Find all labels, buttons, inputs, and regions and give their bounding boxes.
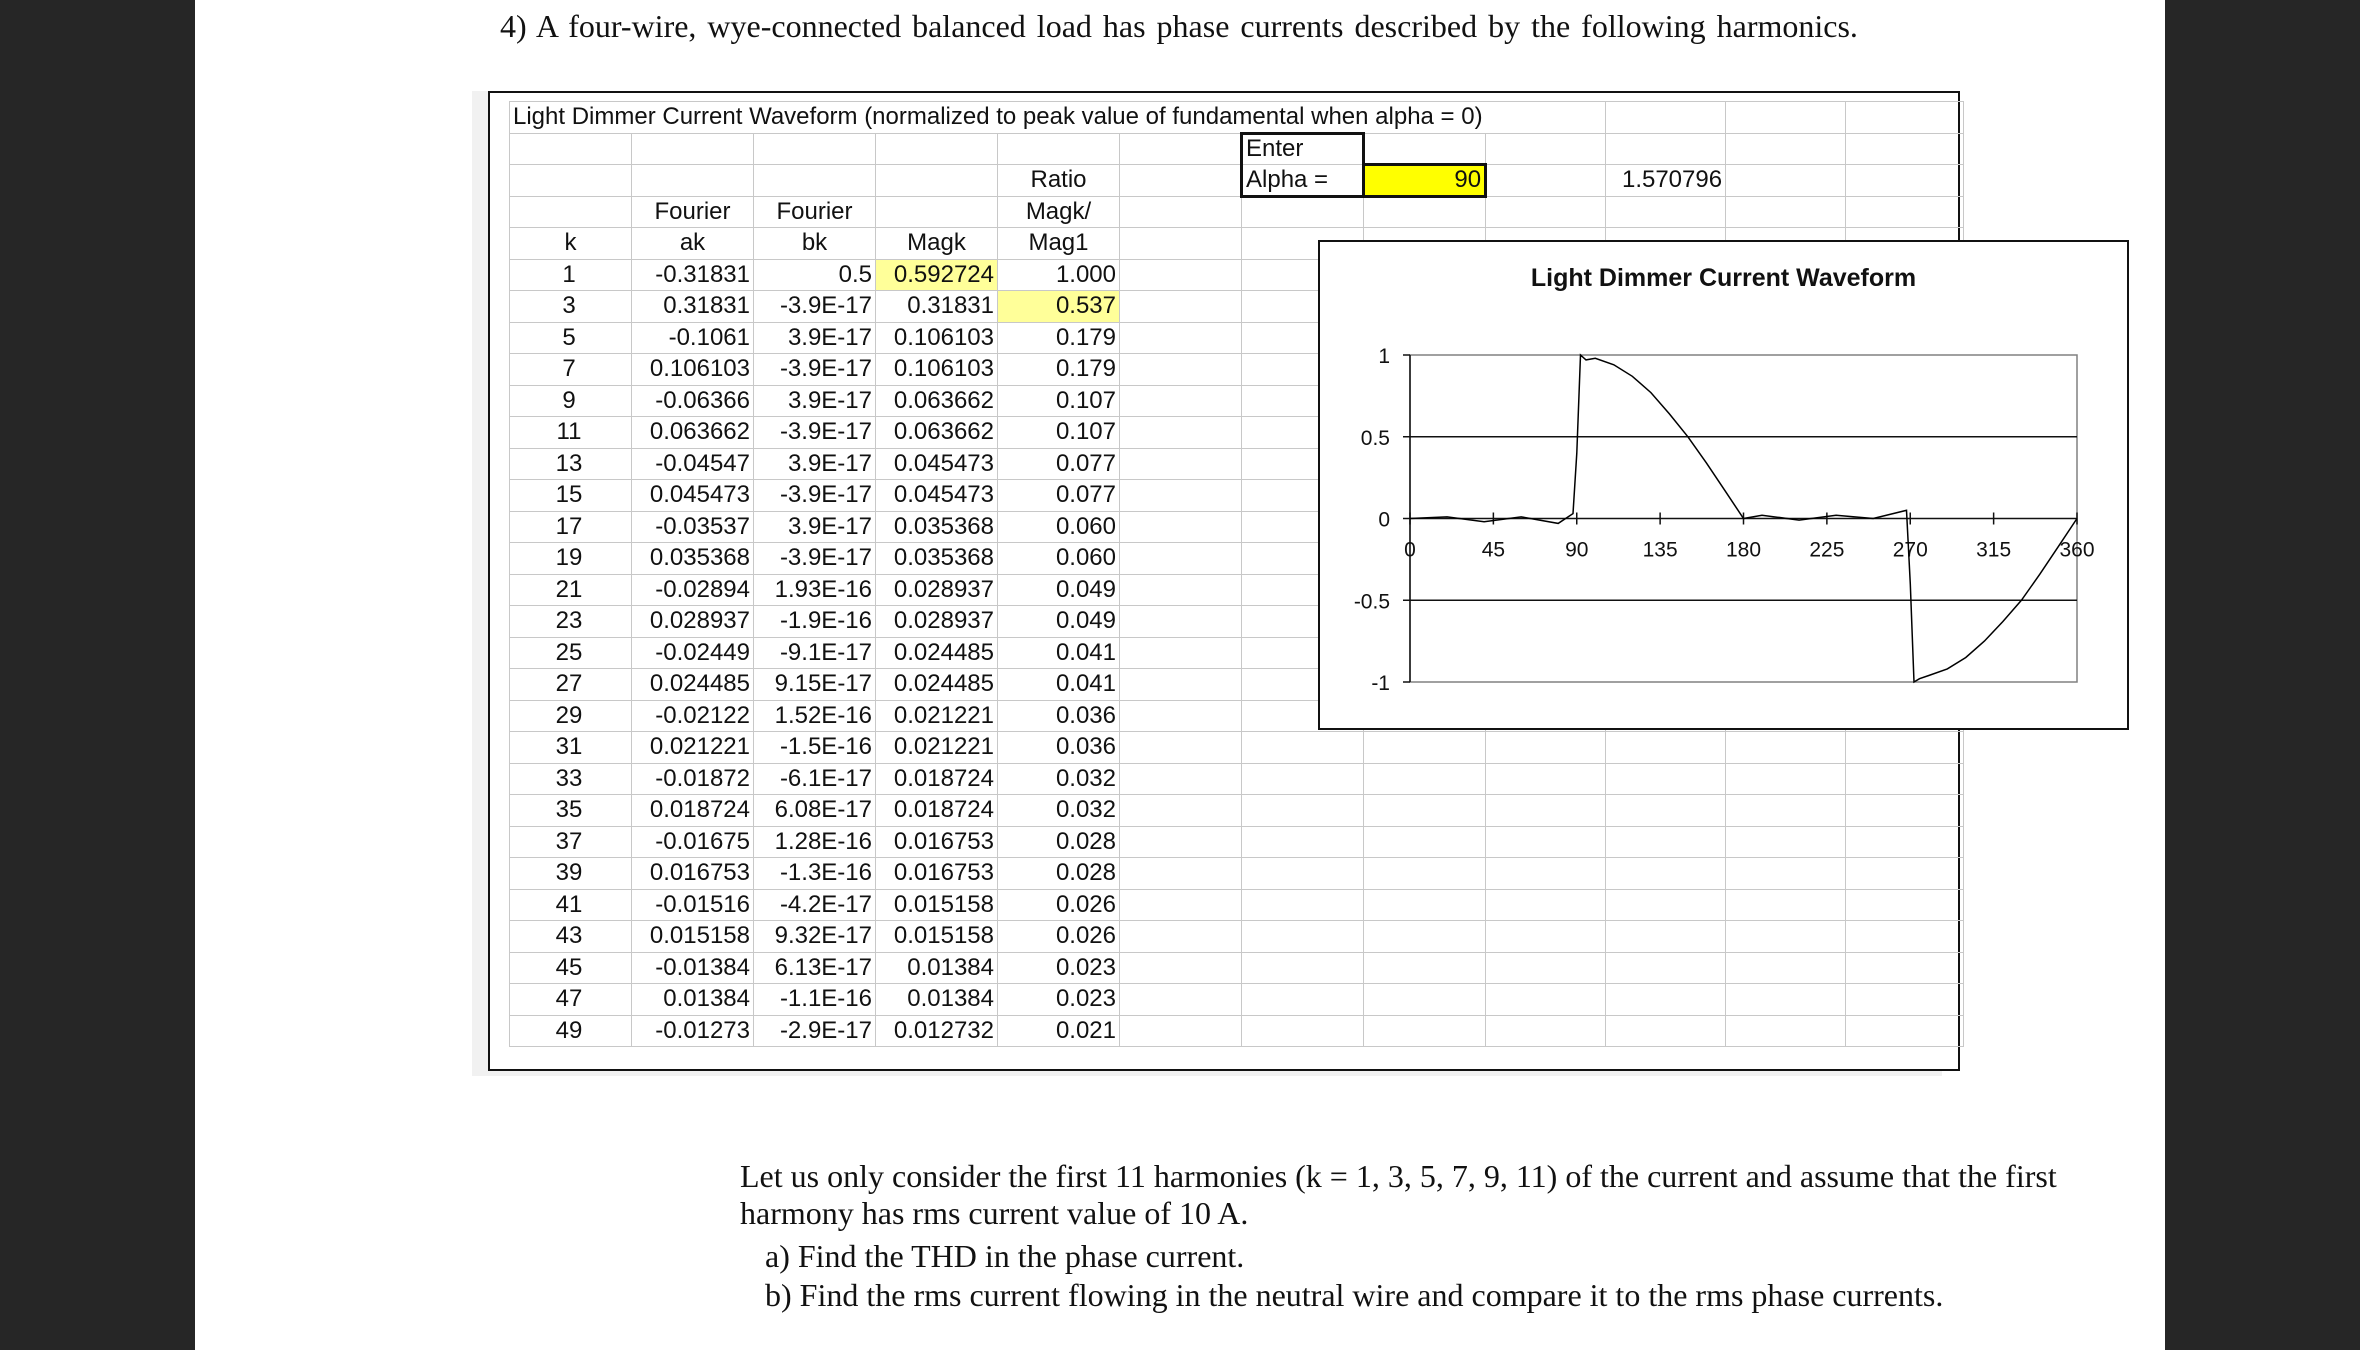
cell-ak: -0.01384: [632, 952, 754, 984]
cell-bk: 9.15E-17: [754, 669, 876, 701]
empty-cell: [1120, 795, 1242, 827]
cell-k: 9: [510, 385, 632, 417]
header-ak-1: Fourier: [632, 196, 754, 228]
cell-mag: 0.024485: [876, 637, 998, 669]
empty-cell: [1606, 858, 1726, 890]
alpha-input[interactable]: 90: [1364, 165, 1486, 197]
cell-k: 45: [510, 952, 632, 984]
cell-mag: 0.021221: [876, 732, 998, 764]
cell-mag: 0.035368: [876, 511, 998, 543]
empty-cell: [1242, 732, 1364, 764]
empty-cell: [1242, 1015, 1364, 1047]
cell-ak: -0.1061: [632, 322, 754, 354]
cell-bk: -3.9E-17: [754, 417, 876, 449]
cell-ak: -0.02122: [632, 700, 754, 732]
empty-cell: [1606, 826, 1726, 858]
table-row: [510, 921, 1964, 953]
empty-cell: [1606, 952, 1726, 984]
cell-mag: 0.106103: [876, 322, 998, 354]
cell-ak: -0.01872: [632, 763, 754, 795]
cell-ratio: 0.036: [998, 732, 1120, 764]
cell-k: 13: [510, 448, 632, 480]
cell-bk: 6.13E-17: [754, 952, 876, 984]
cell-k: 47: [510, 984, 632, 1016]
empty-cell: [1120, 700, 1242, 732]
cell-ratio: 0.041: [998, 669, 1120, 701]
cell-mag: 0.015158: [876, 889, 998, 921]
empty-cell: [1846, 921, 1964, 953]
header-bk-1: Fourier: [754, 196, 876, 228]
cell-mag: 0.018724: [876, 763, 998, 795]
empty-cell: [1364, 732, 1486, 764]
cell-ratio: 0.032: [998, 763, 1120, 795]
question-a: a) Find the THD in the phase current.: [765, 1238, 1245, 1274]
empty-cell: [1486, 984, 1606, 1016]
cell-ak: 0.021221: [632, 732, 754, 764]
cell-ak: -0.31831: [632, 259, 754, 291]
document-page: [195, 0, 2165, 1350]
cell-bk: 1.93E-16: [754, 574, 876, 606]
sheet-row-header-1: [510, 196, 1964, 228]
empty-cell: [1364, 889, 1486, 921]
cell-mag: 0.028937: [876, 574, 998, 606]
cell-bk: -1.1E-16: [754, 984, 876, 1016]
cell-ak: 0.015158: [632, 921, 754, 953]
table-row: [510, 763, 1964, 795]
cell-ak: 0.018724: [632, 795, 754, 827]
table-row: [510, 889, 1964, 921]
empty-cell: [1242, 889, 1364, 921]
y-tick-label: 0.5: [1360, 426, 1390, 450]
x-tick-label: 225: [1809, 538, 1845, 562]
empty-cell: [1242, 795, 1364, 827]
cell-k: 19: [510, 543, 632, 575]
cell-ratio: 0.028: [998, 826, 1120, 858]
cell-bk: 0.5: [754, 259, 876, 291]
cell-k: 37: [510, 826, 632, 858]
empty-cell: [1606, 1015, 1726, 1047]
cell-k: 23: [510, 606, 632, 638]
empty-cell: [1486, 952, 1606, 984]
cell-bk: -9.1E-17: [754, 637, 876, 669]
empty-cell: [1120, 543, 1242, 575]
cell-bk: -3.9E-17: [754, 480, 876, 512]
cell-bk: -4.2E-17: [754, 889, 876, 921]
empty-cell: [1846, 826, 1964, 858]
empty-cell: [1364, 952, 1486, 984]
cell-ratio: 0.077: [998, 448, 1120, 480]
cell-k: 3: [510, 291, 632, 323]
cell-mag: 0.018724: [876, 795, 998, 827]
sheet-row-title: [510, 102, 1964, 134]
alpha-radians: 1.570796: [1606, 165, 1726, 197]
cell-ak: 0.035368: [632, 543, 754, 575]
header-k: k: [510, 228, 632, 260]
cell-ratio: 0.021: [998, 1015, 1120, 1047]
empty-cell: [1846, 858, 1964, 890]
cell-bk: 6.08E-17: [754, 795, 876, 827]
empty-cell: [1364, 763, 1486, 795]
cell-mag: 0.016753: [876, 826, 998, 858]
empty-cell: [1486, 921, 1606, 953]
cell-bk: 3.9E-17: [754, 511, 876, 543]
cell-ak: 0.024485: [632, 669, 754, 701]
cell-k: 31: [510, 732, 632, 764]
enter-label: Enter: [1242, 133, 1364, 165]
cell-ratio: 0.032: [998, 795, 1120, 827]
cell-k: 17: [510, 511, 632, 543]
cell-bk: 3.9E-17: [754, 322, 876, 354]
empty-cell: [1726, 763, 1846, 795]
cell-bk: 3.9E-17: [754, 385, 876, 417]
cell-bk: -1.5E-16: [754, 732, 876, 764]
y-tick-label: 0: [1378, 508, 1390, 532]
empty-cell: [1726, 984, 1846, 1016]
cell-ak: -0.06366: [632, 385, 754, 417]
cell-ratio: 0.028: [998, 858, 1120, 890]
cell-mag: 0.045473: [876, 480, 998, 512]
empty-cell: [1846, 984, 1964, 1016]
cell-bk: -3.9E-17: [754, 354, 876, 386]
empty-cell: [1846, 889, 1964, 921]
problem-line-2: harmony has rms current value of 10 A.: [740, 1195, 1249, 1231]
cell-ratio: 0.179: [998, 322, 1120, 354]
empty-cell: [1242, 826, 1364, 858]
cell-ratio: 0.060: [998, 543, 1120, 575]
empty-cell: [1120, 1015, 1242, 1047]
empty-cell: [1242, 921, 1364, 953]
empty-cell: [1120, 322, 1242, 354]
cell-bk: 9.32E-17: [754, 921, 876, 953]
empty-cell: [1120, 763, 1242, 795]
table-row: [510, 795, 1964, 827]
cell-mag: 0.063662: [876, 385, 998, 417]
empty-cell: [1486, 858, 1606, 890]
header-ratio-1: Ratio: [998, 165, 1120, 197]
cell-ak: -0.01516: [632, 889, 754, 921]
empty-cell: [1120, 984, 1242, 1016]
cell-ratio: 0.026: [998, 889, 1120, 921]
x-tick-label: 45: [1481, 538, 1506, 562]
sheet-row-enter: [510, 133, 1964, 165]
cell-mag: 0.045473: [876, 448, 998, 480]
empty-cell: [1120, 291, 1242, 323]
cell-k: 7: [510, 354, 632, 386]
empty-cell: [1606, 889, 1726, 921]
empty-cell: [1120, 448, 1242, 480]
empty-cell: [1242, 952, 1364, 984]
x-tick-label: 270: [1892, 538, 1928, 562]
empty-cell: [1364, 858, 1486, 890]
cell-bk: 3.9E-17: [754, 448, 876, 480]
table-row: [510, 952, 1964, 984]
empty-cell: [1606, 795, 1726, 827]
cell-k: 5: [510, 322, 632, 354]
cell-k: 29: [510, 700, 632, 732]
table-row: [510, 1015, 1964, 1047]
cell-mag: 0.016753: [876, 858, 998, 890]
empty-cell: [1606, 984, 1726, 1016]
chart-container: [1318, 240, 2129, 730]
empty-cell: [1120, 858, 1242, 890]
cell-ak: -0.03537: [632, 511, 754, 543]
cell-ak: 0.016753: [632, 858, 754, 890]
problem-heading: 4) A four-wire, wye-connected balanced load has phase currents described by the following harmonics.: [500, 8, 1858, 44]
header-ratio-3: Mag1: [998, 228, 1120, 260]
cell-k: 21: [510, 574, 632, 606]
cell-ratio: 0.041: [998, 637, 1120, 669]
cell-ak: -0.01675: [632, 826, 754, 858]
empty-cell: [1726, 795, 1846, 827]
empty-cell: [1242, 984, 1364, 1016]
x-tick-label: 180: [1725, 538, 1762, 562]
cell-mag: 0.024485: [876, 669, 998, 701]
cell-mag: 0.035368: [876, 543, 998, 575]
header-mag: Magk: [876, 228, 998, 260]
table-row: [510, 858, 1964, 890]
empty-cell: [1486, 732, 1606, 764]
empty-cell: [1120, 669, 1242, 701]
empty-cell: [1606, 921, 1726, 953]
cell-mag: 0.015158: [876, 921, 998, 953]
cell-ratio: 0.107: [998, 385, 1120, 417]
x-tick-label: 360: [2059, 538, 2095, 562]
question-b: b) Find the rms current flowing in the neutral wire and compare it to the rms phase currents.: [765, 1277, 1944, 1313]
cell-mag: 0.063662: [876, 417, 998, 449]
cell-k: 35: [510, 795, 632, 827]
cell-k: 33: [510, 763, 632, 795]
table-row: [510, 732, 1964, 764]
empty-cell: [1120, 826, 1242, 858]
cell-bk: -3.9E-17: [754, 543, 876, 575]
cell-ratio: 0.023: [998, 984, 1120, 1016]
cell-mag: 0.106103: [876, 354, 998, 386]
empty-cell: [1846, 1015, 1964, 1047]
problem-line-1: Let us only consider the first 11 harmonies (k = 1, 3, 5, 7, 9, 11) of the current and assume that the first: [740, 1158, 2057, 1194]
empty-cell: [1242, 763, 1364, 795]
cell-mag: 0.592724: [876, 259, 998, 291]
cell-mag: 0.31831: [876, 291, 998, 323]
cell-ak: 0.01384: [632, 984, 754, 1016]
cell-bk: -2.9E-17: [754, 1015, 876, 1047]
empty-cell: [1120, 606, 1242, 638]
header-bk-2: bk: [754, 228, 876, 260]
empty-cell: [1726, 732, 1846, 764]
cell-ak: 0.31831: [632, 291, 754, 323]
cell-bk: -1.3E-16: [754, 858, 876, 890]
x-tick-label: 90: [1565, 538, 1589, 562]
empty-cell: [1606, 732, 1726, 764]
cell-ak: 0.045473: [632, 480, 754, 512]
cell-mag: 0.012732: [876, 1015, 998, 1047]
cell-ratio: 0.107: [998, 417, 1120, 449]
cell-ak: -0.02894: [632, 574, 754, 606]
empty-cell: [1726, 952, 1846, 984]
cell-ak: -0.02449: [632, 637, 754, 669]
cell-ak: 0.028937: [632, 606, 754, 638]
empty-cell: [1120, 574, 1242, 606]
cell-ratio: 0.036: [998, 700, 1120, 732]
cell-ak: 0.063662: [632, 417, 754, 449]
cell-ratio: 0.077: [998, 480, 1120, 512]
empty-cell: [1846, 763, 1964, 795]
chart-title: Light Dimmer Current Waveform: [1530, 264, 1917, 292]
table-row: [510, 984, 1964, 1016]
cell-k: 39: [510, 858, 632, 890]
cell-ratio: 0.179: [998, 354, 1120, 386]
alpha-label: Alpha =: [1242, 165, 1364, 197]
header-ak-2: ak: [632, 228, 754, 260]
cell-ratio: 0.060: [998, 511, 1120, 543]
cell-bk: -6.1E-17: [754, 763, 876, 795]
empty-cell: [1120, 637, 1242, 669]
empty-cell: [1364, 826, 1486, 858]
empty-cell: [1726, 858, 1846, 890]
empty-cell: [1726, 826, 1846, 858]
cell-k: 49: [510, 1015, 632, 1047]
empty-cell: [1486, 763, 1606, 795]
empty-cell: [1120, 511, 1242, 543]
y-tick-label: -1: [1371, 672, 1390, 695]
cell-bk: -1.9E-16: [754, 606, 876, 638]
empty-cell: [1120, 385, 1242, 417]
empty-cell: [1120, 354, 1242, 386]
cell-bk: -3.9E-17: [754, 291, 876, 323]
empty-cell: [1120, 732, 1242, 764]
cell-mag: 0.021221: [876, 700, 998, 732]
x-tick-label: 315: [1976, 538, 2012, 562]
cell-ak: -0.04547: [632, 448, 754, 480]
empty-cell: [1364, 984, 1486, 1016]
sheet-title: Light Dimmer Current Waveform (normalized to peak value of fundamental when alpha = 0): [510, 102, 1486, 134]
cell-ak: -0.01273: [632, 1015, 754, 1047]
cell-k: 15: [510, 480, 632, 512]
empty-cell: [1846, 952, 1964, 984]
cell-k: 1: [510, 259, 632, 291]
cell-k: 27: [510, 669, 632, 701]
empty-cell: [1486, 826, 1606, 858]
cell-k: 25: [510, 637, 632, 669]
cell-mag: 0.028937: [876, 606, 998, 638]
cell-k: 43: [510, 921, 632, 953]
x-tick-label: 135: [1642, 538, 1678, 562]
cell-mag: 0.01384: [876, 952, 998, 984]
empty-cell: [1846, 795, 1964, 827]
empty-cell: [1242, 858, 1364, 890]
table-row: [510, 826, 1964, 858]
cell-k: 41: [510, 889, 632, 921]
cell-ratio: 0.023: [998, 952, 1120, 984]
empty-cell: [1726, 1015, 1846, 1047]
empty-cell: [1120, 259, 1242, 291]
y-tick-label: -0.5: [1353, 590, 1390, 614]
y-tick-label: 1: [1378, 345, 1390, 368]
sheet-row-alpha: [510, 165, 1964, 197]
cell-ratio: 1.000: [998, 259, 1120, 291]
empty-cell: [1120, 921, 1242, 953]
empty-cell: [1120, 417, 1242, 449]
waveform-chart: [1320, 242, 2127, 728]
cell-ratio: 0.026: [998, 921, 1120, 953]
empty-cell: [1364, 1015, 1486, 1047]
cell-bk: 1.28E-16: [754, 826, 876, 858]
empty-cell: [1486, 889, 1606, 921]
empty-cell: [1364, 795, 1486, 827]
x-tick-label: 0: [1404, 538, 1416, 562]
empty-cell: [1486, 795, 1606, 827]
cell-ratio: 0.537: [998, 291, 1120, 323]
cell-ratio: 0.049: [998, 574, 1120, 606]
empty-cell: [1726, 889, 1846, 921]
empty-cell: [1486, 1015, 1606, 1047]
problem-text: [740, 1158, 2180, 1314]
empty-cell: [1846, 732, 1964, 764]
empty-cell: [1120, 889, 1242, 921]
empty-cell: [1120, 480, 1242, 512]
header-ratio-2: Magk/: [998, 196, 1120, 228]
empty-cell: [1606, 763, 1726, 795]
empty-cell: [1120, 952, 1242, 984]
cell-bk: 1.52E-16: [754, 700, 876, 732]
empty-cell: [1364, 921, 1486, 953]
empty-cell: [1726, 921, 1846, 953]
cell-ratio: 0.049: [998, 606, 1120, 638]
cell-mag: 0.01384: [876, 984, 998, 1016]
cell-k: 11: [510, 417, 632, 449]
cell-ak: 0.106103: [632, 354, 754, 386]
